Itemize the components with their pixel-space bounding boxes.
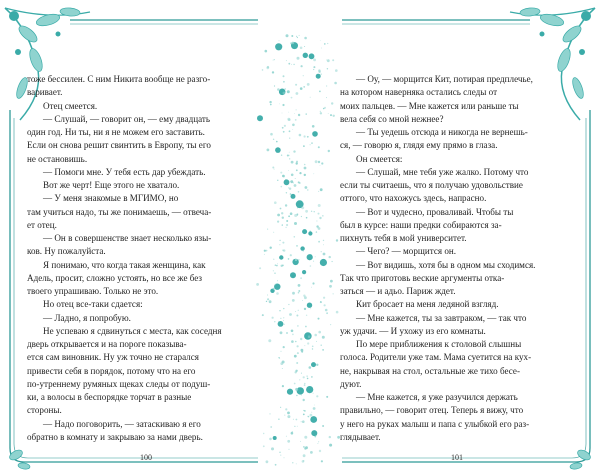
text-line: оттого, что нахожусь здесь, напрасно. (340, 193, 487, 204)
text-line: ется сам виновник. Ну уж точно не старался (27, 352, 199, 363)
text-line: Он смеется: (356, 153, 403, 164)
text-line: Я понимаю, что когда такая женщина, как (43, 259, 206, 270)
text-line: — Мне кажется, я уже разучился держать (356, 392, 518, 402)
text-line: — Он в совершенстве знает несколько язы- (43, 233, 212, 243)
text-line: вела себя со мной нежнее? (340, 113, 444, 124)
text-line: моих пальцев. — Мне кажется или раньше ты (340, 100, 519, 111)
text-line: не, накрывая на стол, остальные же тихо бесе- (340, 365, 520, 376)
text-line: у него на руках малыш и папа с улыбкой его раз- (340, 418, 530, 429)
text-line: ков. Ну пожалуйста. (27, 246, 106, 257)
text-line: Но отец все-таки сдается: (43, 299, 143, 310)
text-line: — Оу, — морщится Кит, потирая предплечье, (356, 74, 533, 84)
text-line: — Вот и чудесно, проваливай. Чтобы ты (356, 206, 514, 217)
text-line: — Чего? — морщится он. (356, 246, 457, 257)
left-page-number: 100 (140, 453, 152, 462)
text-line: обратно в комнату и закрываю за нами дверь. (27, 431, 203, 442)
text-line: — Ты уедешь отсюда и никогда не вернешь- (356, 127, 528, 137)
text-line: — Ладно, я попробую. (43, 312, 131, 323)
text-line: ет отец. (27, 219, 57, 230)
text-line: — Слушай, мне тебя уже жалко. Потому что (356, 166, 529, 177)
text-line: — Надо поговорить, — затаскиваю я его (43, 418, 201, 429)
floral-corner-bottom-left (8, 448, 30, 470)
text-line: заться — и адьо. Париж ждет. (340, 286, 456, 296)
text-line: Если он снова решит свинтить в Европу, ты его (27, 140, 211, 151)
text-line: голоса. Родители уже там. Мама суетится на кух- (340, 352, 532, 363)
text-line: пихнуть тебя в мой университет. (340, 233, 467, 243)
text-line: не остановишь. (27, 153, 88, 164)
text-line: Кит бросает на меня ледяной взгляд. (356, 299, 499, 310)
text-line: твоего упрашиваю. Только не это. (27, 286, 159, 296)
text-line: на котором наверняка остались следы от (340, 87, 498, 98)
text-line: Не успеваю я сдвинуться с места, как соседня (43, 325, 222, 336)
text-line: ки, а волосы в беспорядке торчат в разные (27, 392, 192, 402)
gutter-speckle-ornament (256, 34, 340, 465)
text-line: был в курсе: наши предки собираются за- (340, 219, 502, 230)
text-line: по-утреннему румяных щеках следы от подуш- (27, 378, 211, 389)
floral-corner-bottom-right (570, 448, 592, 470)
text-line: глядывает. (340, 431, 381, 442)
text-line: — Помоги мне. У тебя есть дар убеждать. (43, 166, 206, 177)
text-line: если ты считаешь, что я получаю удовольствие (340, 180, 523, 190)
text-line: стороны. (27, 405, 62, 416)
text-line: Отец смеется. (43, 100, 98, 111)
text-line: — Слушай, — говорит он, — ему двадцать (43, 113, 211, 124)
text-line: Так что приготовь веские аргументы отка- (340, 272, 505, 283)
text-line: — Мне кажется, ты за завтраком, — так что (356, 312, 527, 323)
right-page-number: 101 (451, 453, 463, 462)
text-line: правильно, — говорит отец. Теперь я вижу, что (340, 405, 524, 416)
text-line: Вот же черт! Еще этого не хватало. (43, 180, 180, 190)
text-line: — Вот видишь, хотя бы в одном мы сходимся. (356, 259, 536, 270)
text-line: дверь открывается и на пороге показыва- (27, 339, 187, 349)
text-line: ся, — говорю я, глядя ему прямо в глаза. (340, 140, 498, 151)
text-line: Адель, просит, сложно устоять, но все же без (27, 272, 203, 283)
text-line: тоже бессилен. С ним Никита вообще не разго- (27, 74, 211, 84)
text-line: там учиться надо, ты же понимаешь, — отвеча- (27, 206, 212, 217)
left-page-text (27, 73, 263, 444)
text-line: один год. Ни ты, ни я не можем его заставить. (27, 127, 205, 137)
text-line: По мере приближения к столовой слышны (356, 339, 522, 349)
text-line: уж удачи. — И ухожу из его комнаты. (340, 325, 486, 336)
right-page-text (340, 73, 576, 444)
text-line: дуют. (340, 378, 362, 389)
text-line: — У меня знакомые в МГИМО, но (43, 193, 179, 204)
text-line: привести себя в порядок, потому что на его (27, 365, 196, 376)
text-line: варивает. (27, 87, 63, 98)
